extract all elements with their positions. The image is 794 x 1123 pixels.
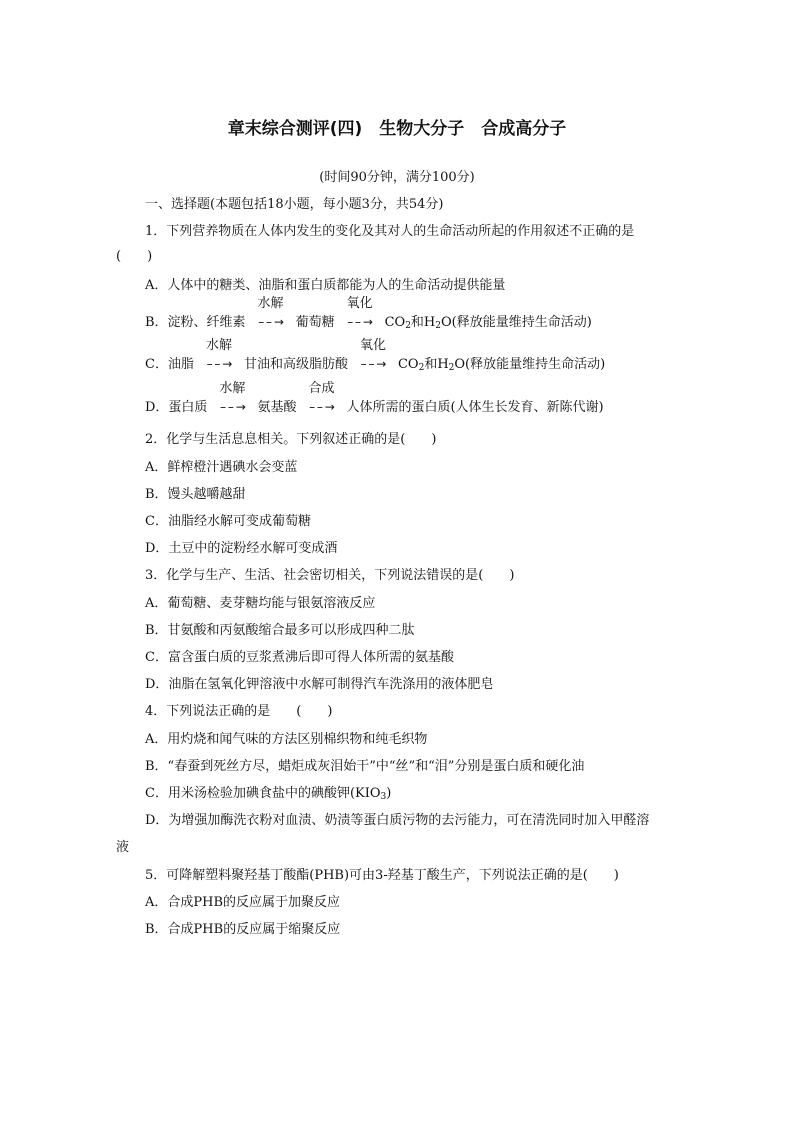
q4c-text: C．用米汤检验加碘食盐中的碘酸钾(KIO [145, 786, 381, 801]
q5-option-b: B．合成PHB的反应属于缩聚反应 [145, 922, 341, 937]
q1d-part1: D．蛋白质 [145, 400, 208, 415]
q4-option-a: A．用灼烧和闻气味的方法区别棉织物和纯毛织物 [145, 732, 428, 747]
reaction-arrow-icon: 水解 – – → [249, 313, 293, 332]
q1d-part2: 氨基酸 [257, 400, 297, 415]
q1-option-c [145, 338, 606, 377]
q1b-part3c: O(释放能量维持生命活动) [441, 315, 592, 330]
q4-option-d: D．为增强加酶洗衣粉对血渍、奶渍等蛋白质污物的去污能力，可在清洗同时加入甲醛溶 [145, 813, 650, 828]
subscript: 2 [418, 363, 425, 373]
q1-stem-cont: ( ) [116, 249, 153, 264]
reaction-arrow-icon: 氧化 – – → [351, 355, 395, 374]
q1c-part3b: 和H [424, 357, 449, 372]
q1c-part3c: O(释放能量维持生命活动) [454, 357, 606, 372]
q2-option-d: D．土豆中的淀粉经水解可变成酒 [145, 541, 338, 556]
q1-option-d [145, 381, 604, 417]
section-heading: 一、选择题(本题包括18小题，每小题3分，共54分) [145, 197, 444, 212]
subscript: 2 [448, 363, 455, 373]
reaction-arrow-icon: 合成 – – → [299, 398, 343, 417]
q3-option-b: B．甘氨酸和丙氨酸缩合最多可以形成四种二肽 [145, 623, 415, 638]
q2-stem: 2．化学与生活息息相关。下列叙述正确的是( ) [145, 432, 437, 447]
q4c-close: ) [386, 786, 392, 801]
q2-option-b: B．馒头越嚼越甜 [145, 487, 246, 502]
arrow-label: 合成 [308, 381, 335, 396]
reaction-arrow-icon: 水解 – – → [197, 355, 241, 374]
q3-option-d: D．油脂在氢氧化钾溶液中水解可制得汽车洗涤用的液体肥皂 [145, 677, 494, 692]
q4-stem: 4．下列说法正确的是 ( ) [145, 704, 333, 719]
q5-option-a: A．合成PHB的反应属于加聚反应 [145, 895, 341, 910]
arrow-label: 水解 [257, 296, 284, 311]
document-title: 章末综合测评(四) 生物大分子 合成高分子 [227, 119, 567, 139]
subscript: 3 [380, 792, 387, 802]
q1-option-b [145, 296, 592, 335]
q1d-part3: 人体所需的蛋白质(人体生长发育、新陈代谢) [346, 400, 604, 415]
q3-option-a: A．葡萄糖、麦芽糖均能与银氨溶液反应 [145, 596, 376, 611]
q1b-part3b: 和H [410, 315, 436, 330]
q1b-part1: B．淀粉、纤维素 [145, 315, 246, 330]
subscript: 2 [435, 321, 441, 331]
document-subtitle: (时间90分钟，满分100分) [319, 170, 475, 185]
arrow-label: 氧化 [359, 338, 386, 353]
arrow-label: 水解 [205, 338, 232, 353]
q1-stem: 1．下列营养物质在人体内发生的变化及其对人的生命活动所起的作用叙述不正确的是 [145, 224, 635, 239]
q4-option-d-cont: 液 [116, 840, 130, 855]
q1b-part2: 葡萄糖 [295, 315, 335, 330]
q1-option-a: A．人体中的糖类、油脂和蛋白质都能为人的生命活动提供能量 [145, 278, 506, 293]
q2-option-c: C．油脂经水解可变成葡萄糖 [145, 514, 311, 529]
q2-option-a: A．鲜榨橙汁遇碘水会变蓝 [145, 460, 298, 475]
q3-option-c: C．富含蛋白质的豆浆煮沸后即可得人体所需的氨基酸 [145, 650, 454, 665]
reaction-arrow-icon: 氧化 – – → [338, 313, 382, 332]
subscript: 2 [405, 321, 411, 331]
q1c-part1: C．油脂 [145, 357, 194, 372]
arrow-label: 氧化 [346, 296, 373, 311]
q5-stem: 5．可降解塑料聚羟基丁酸酯(PHB)可由3-羟基丁酸生产，下列说法正确的是( ) [145, 868, 619, 883]
q4-option-b: B．“春蚕到死丝方尽，蜡炬成灰泪始干”中“丝”和“泪”分别是蛋白质和硬化油 [145, 759, 585, 774]
q3-stem: 3．化学与生产、生活、社会密切相关，下列说法错误的是( ) [145, 568, 515, 583]
arrow-label: 水解 [219, 381, 246, 396]
q4-option-c [145, 785, 391, 806]
q1b-part3a: CO [384, 315, 406, 330]
q1c-part3a: CO [397, 357, 419, 372]
reaction-arrow-icon: 水解 – – → [210, 398, 254, 417]
q1c-part2: 甘油和高级脂肪酸 [243, 357, 348, 372]
